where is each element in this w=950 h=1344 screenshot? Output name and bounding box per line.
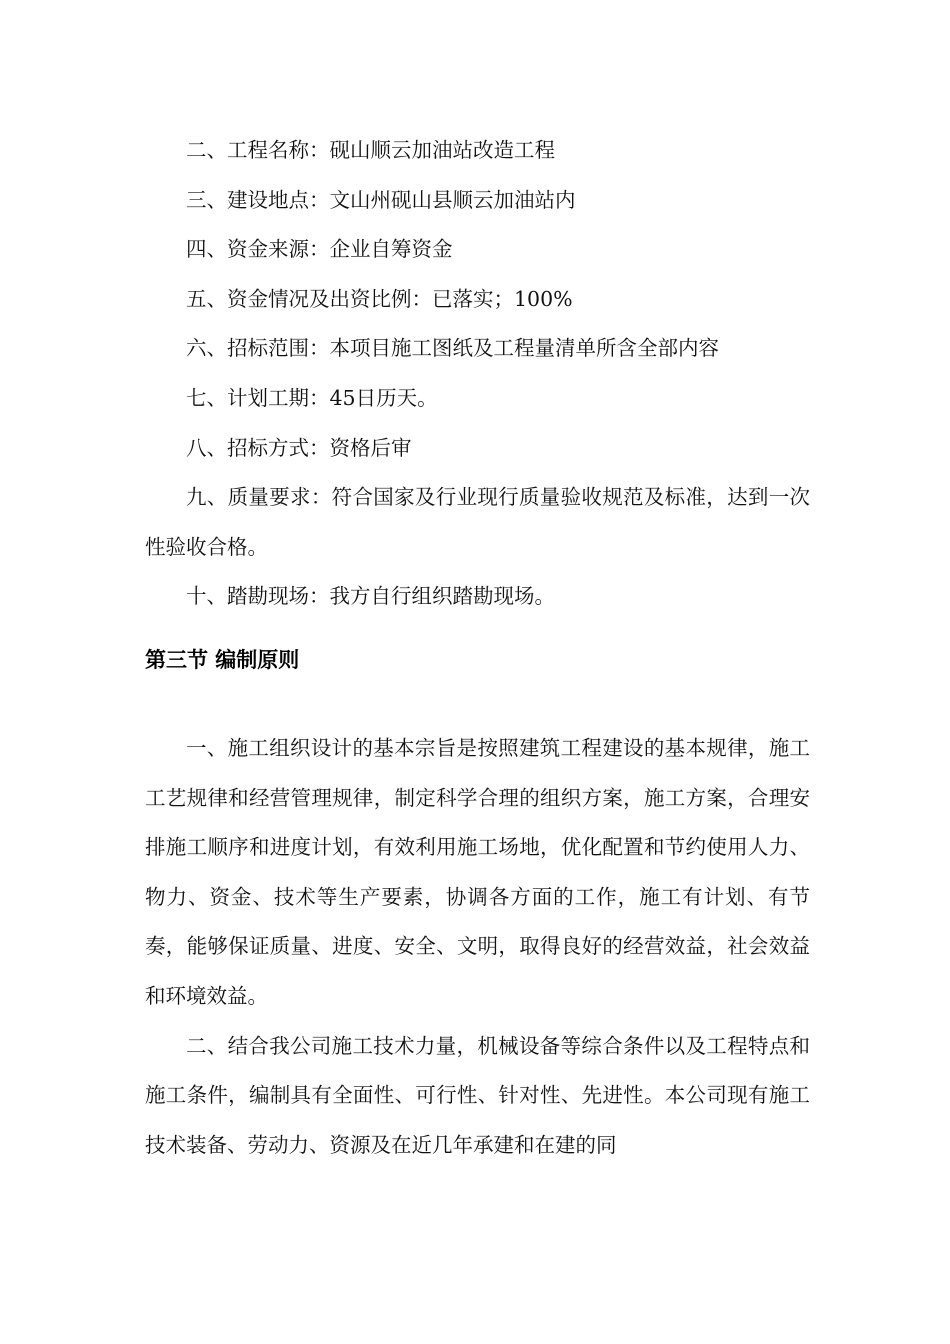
project-item-location: 三、建设地点：文山州砚山县顺云加油站内	[186, 187, 576, 212]
project-item-schedule: 七、计划工期：45日历天。	[186, 385, 438, 410]
principle-paragraph-2: 二、结合我公司施工技术力量，机械设备等综合条件以及工程特点和施工条件，编制具有全面性、可行性、针对性、先进性。本公司现有施工技术装备、劳动力、资源及在近几年承建和在建的同	[145, 1033, 810, 1157]
project-item-bid-scope: 六、招标范围：本项目施工图纸及工程量清单所含全部内容	[186, 336, 719, 361]
project-item-bid-method: 八、招标方式：资格后审	[186, 435, 412, 460]
document-body	[145, 126, 810, 1170]
project-item-fund-status: 五、资金情况及出资比例：已落实；100%	[186, 286, 573, 311]
project-item-fund-source: 四、资金来源：企业自筹资金	[186, 237, 453, 262]
section-heading: 第三节 编制原则	[145, 647, 300, 672]
project-item-quality: 九、质量要求：符合国家及行业现行质量验收规范及标准，达到一次性验收合格。	[145, 485, 810, 559]
project-item-site-visit: 十、踏勘现场：我方自行组织踏勘现场。	[186, 584, 555, 609]
principle-paragraph-1: 一、施工组织设计的基本宗旨是按照建筑工程建设的基本规律，施工工艺规律和经营管理规律，制定科学合理的组织方案，施工方案，合理安排施工顺序和进度计划，有效利用施工场地，优化配置和节约使用人力、物力、资金、技术等生产要素，协调各方面的工作，施工有计划、有节奏，能够保证质量、进度、安全、文明，取得良好的经营效益，社会效益和环境效益。	[145, 735, 810, 1008]
project-item-name: 二、工程名称：砚山顺云加油站改造工程	[186, 138, 555, 162]
